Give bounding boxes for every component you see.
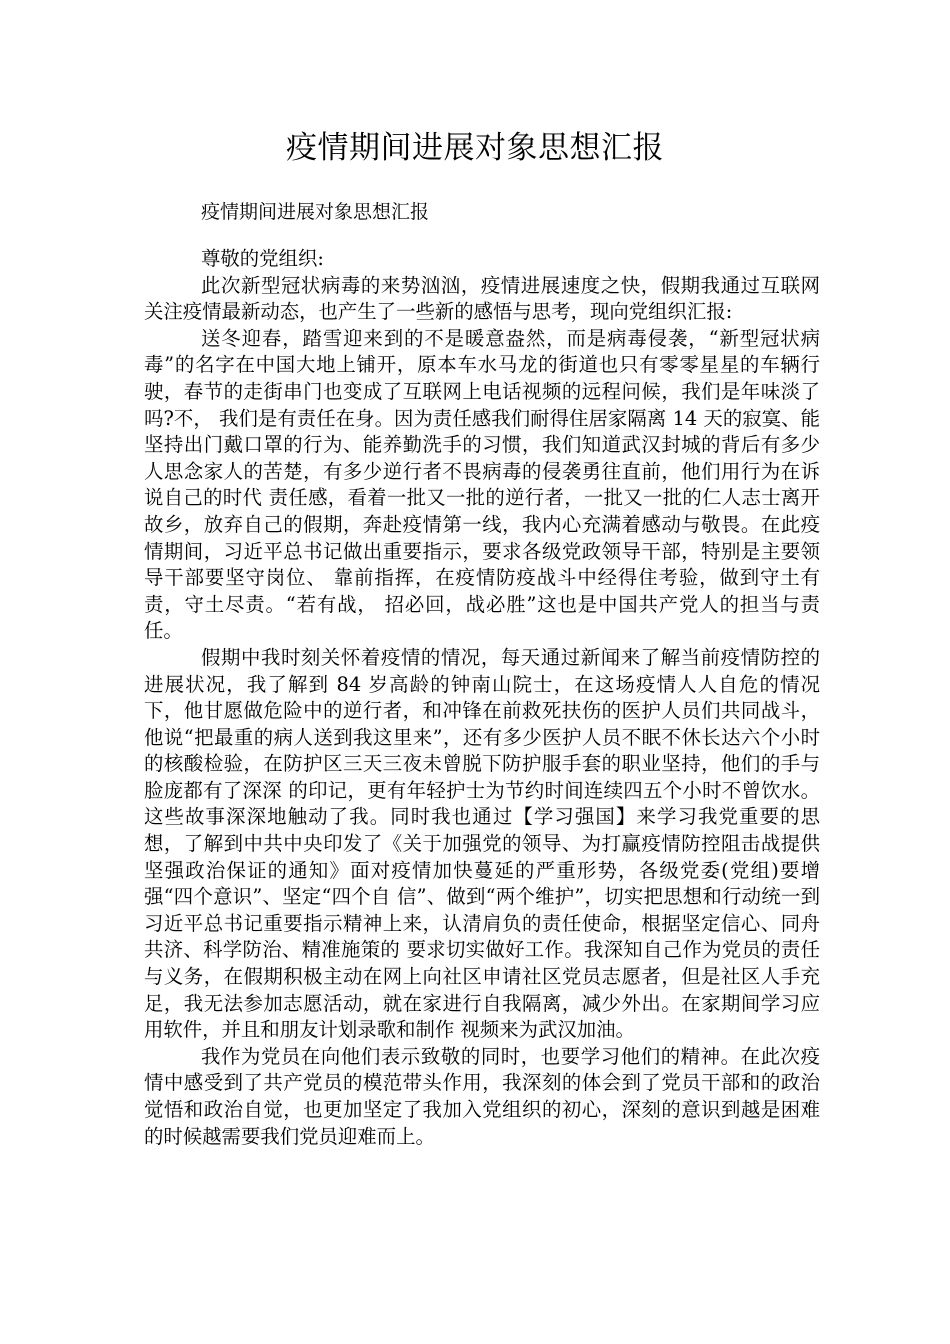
- paragraph-2: 送冬迎春，踏雪迎来到的不是暖意盎然，而是病毒侵袭，“新型冠状病毒”的名字在中国大地上铺开，原本车水马龙的街道也只有零零星星的车辆行驶，春节的走街串门也变成了互联网上电话视频的远程问候，我们是年味淡了吗?不， 我们是有责任在身。因为责任感我们耐得住居家隔离 14 天的寂寞、能坚持出门戴口罩的行为、能养勤洗手的习惯，我们知道武汉封城的背后有多少人思念家人的苦楚，有多少逆行者不畏病毒的侵袭勇往直前，他们用行为在诉说自己的时代 责任感，看着一批又一批的逆行者，一批又一批的仁人志士离开故乡，放弃自己的假期，奔赴疫情第一线，我内心充满着感动与敬畏。在此疫情期间，习近平总书记做出重要指示，要求各级党政领导干部，特别是主要领导干部要坚守岗位、 靠前指挥，在疫情防疫战斗中经得住考验，做到守土有责，守土尽责。“若有战， 招必回，战必胜”这也是中国共产党人的担当与责任。: [144, 326, 820, 643]
- paragraph-1: 此次新型冠状病毒的来势汹汹，疫情进展速度之快，假期我通过互联网关注疫情最新动态，也产生了一些新的感悟与思考，现向党组织汇报:: [144, 273, 820, 324]
- document-title: 疫情期间进展对象思想汇报: [286, 130, 664, 166]
- paragraph-3: 假期中我时刻关怀着疫情的情况，每天通过新闻来了解当前疫情防控的进展状况，我了解到 84 岁高龄的钟南山院士，在这场疫情人人自危的情况下，他甘愿做危险中的逆行者，和冲锋在前救死扶伤的医护人员们共同战斗，他说“把最重的病人送到我这里来”，还有多少医护人员不眠不休长达六个小时的核酸检验，在防护区三天三夜未曾脱下防护服手套的职业坚持，他们的手与脸庞都有了深深 的印记，更有年轻护士为节约时间连续四五个小时不曾饮水。这些故事深深地触动了我。同时我也通过【学习强国】来学习我党重要的思想，了解到中共中央印发了《关于加强党的领导、为打赢疫情防控阻击战提供坚强政治保证的通知》面对疫情加快蔓延的严重形势，各级党委(党组)要增强“四个意识”、坚定“四个自 信”、做到“两个维护”，切实把思想和行动统一到习近平总书记重要指示精神上来，认清肩负的责任使命，根据坚定信心、同舟共济、科学防治、精准施策的 要求切实做好工作。我深知自己作为党员的责任与义务，在假期积极主动在网上向社区申请社区党员志愿者，但是社区人手充足，我无法参加志愿活动，就在家进行自我隔离，减少外出。在家期间学习应用软件，并且和朋友计划录歌和制作 视频来为武汉加油。: [144, 645, 820, 1042]
- document-body: [144, 246, 820, 1150]
- paragraph-4: 我作为党员在向他们表示致敬的同时，也要学习他们的精神。在此次疫情中感受到了共产党员的模范带头作用，我深刻的体会到了党员干部和的政治觉悟和政治自觉，也更加坚定了我加入党组织的初心，深刻的意识到越是困难的时候越需要我们党员迎难而上。: [144, 1044, 820, 1148]
- greeting: 尊敬的党组织:: [201, 247, 324, 270]
- document-subtitle: 疫情期间进展对象思想汇报: [201, 201, 430, 223]
